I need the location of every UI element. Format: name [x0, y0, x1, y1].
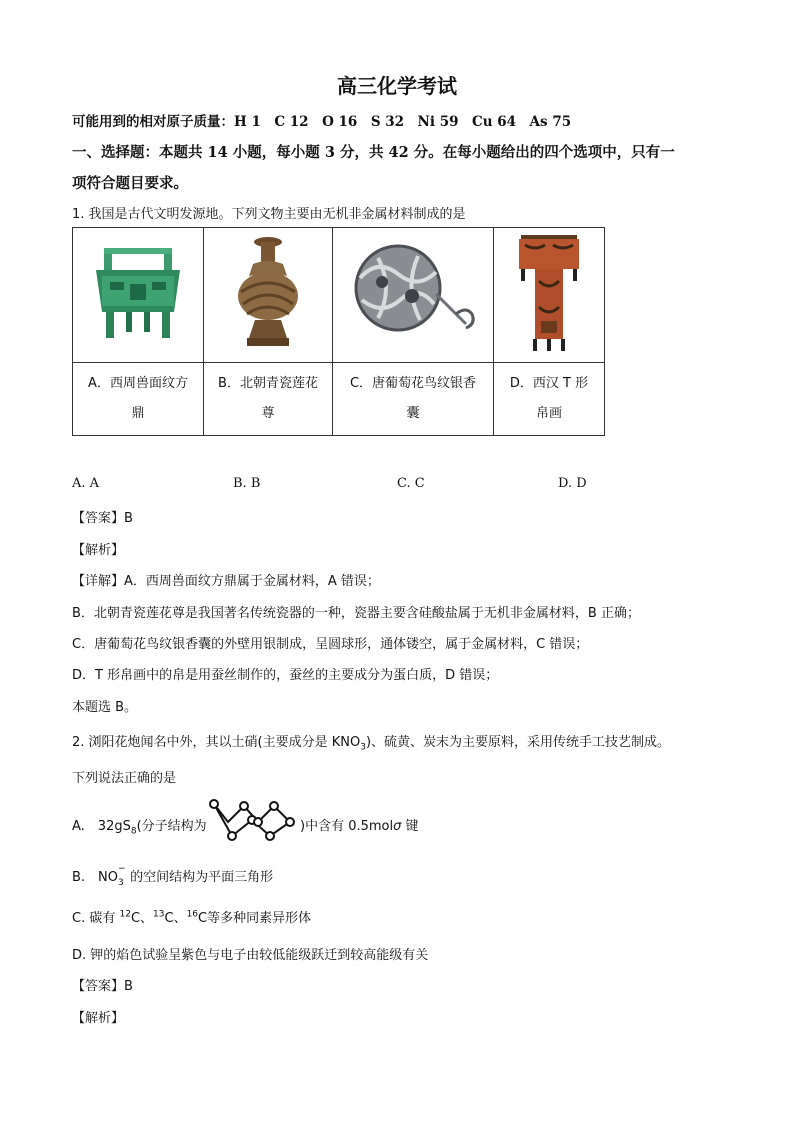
relic-caption-c-line1: C．唐葡萄花鸟纹银香 — [349, 376, 477, 391]
relic-caption-c-line2: 囊 — [406, 406, 420, 421]
q2-option-c-iso1-sym: C — [130, 911, 141, 926]
q2-option-b-prefix: B. NO — [72, 870, 119, 885]
q2-option-b-text: 的空间结构为平面三角形 — [126, 870, 274, 885]
q2-option-b — [72, 863, 274, 888]
relic-caption-c — [333, 363, 494, 436]
silk-painting-icon — [517, 231, 581, 355]
q1-analysis-label: 【解析】 — [72, 543, 125, 558]
q2-option-c-iso3-mass: 16 — [186, 909, 199, 920]
q2-option-a-sub: 8 — [130, 826, 137, 837]
q2-option-c-suffix: 等多种同素异形体 — [207, 911, 312, 926]
q2-option-c-iso3-sym: C — [198, 911, 208, 926]
q2-option-d: D. 钾的焰色试验呈紫色与电子由较低能级跃迁到较高能级有关 — [72, 948, 429, 963]
q2-option-b-ion — [118, 863, 126, 888]
celadon-zun-icon — [233, 234, 303, 352]
relic-caption-a — [73, 363, 204, 436]
q2-stem-part1: 2. 浏阳花炮闻名中外，其以土硝(主要成分是 KNO — [72, 735, 361, 750]
q1-choice-d: D. D — [558, 476, 587, 491]
relic-caption-a-line2: 鼎 — [131, 406, 145, 421]
q2-stem-part2: )、硫黄、炭末为主要原料，采用传统手工技艺制成。 — [365, 735, 671, 750]
q2-stem-line1 — [72, 731, 670, 753]
q2-stem-sub: 3 — [360, 742, 366, 753]
relic-image-cell-b — [204, 228, 333, 363]
relic-caption-b-line1: B．北朝青瓷莲花 — [218, 376, 318, 391]
page-title: 高三化学考试 — [337, 74, 457, 98]
q2-option-b-sup: − — [118, 863, 126, 874]
q2-option-c-iso1-mass: 12 — [119, 909, 131, 920]
q2-option-a-end: 键 — [401, 819, 419, 834]
q2-stem-line2: 下列说法正确的是 — [72, 771, 177, 786]
q2-option-c-iso2-mass: 13 — [153, 909, 165, 920]
q2-option-a-mid: (分子结构为 — [136, 819, 207, 834]
q2-option-a-right — [300, 815, 419, 834]
q2-option-c: C. 碳有 $^{12}$C、$^{13}$C、$^{16}$C等多种同素异形体 — [72, 909, 312, 926]
q1-answer: 【答案】B — [72, 511, 133, 526]
q1-detail-2: B．北朝青瓷莲花尊是我国著名传统瓷器的一种，瓷器主要含硅酸盐属于无机非金属材料，B 正确； — [72, 606, 640, 621]
q2-option-a-suffix: )中含有 0.5mol — [300, 819, 394, 834]
relics-table — [72, 227, 605, 436]
q1-detail-3: C．唐葡萄花鸟纹银香囊的外壁用银制成，呈圆球形，通体镂空，属于金属材料，C 错误； — [72, 637, 589, 652]
relic-caption-b-line2: 尊 — [261, 406, 275, 421]
q1-detail-5: 本题选 B。 — [72, 700, 138, 715]
relic-caption-a-line1: A．西周兽面纹方 — [88, 376, 188, 391]
s8-molecule-icon — [208, 796, 300, 844]
relic-image-cell-c — [333, 228, 494, 363]
q2-option-a-left — [72, 815, 207, 837]
relic-caption-d — [494, 363, 605, 436]
section-heading-line2: 项符合题目要求。 — [72, 175, 188, 192]
q1-choice-b: B. B — [233, 476, 261, 491]
relic-caption-d-line1: D．西汉 T 形 — [509, 376, 589, 391]
relic-caption-b — [204, 363, 333, 436]
q2-option-b-sub: 3 — [118, 877, 124, 888]
q1-choice-a: A. A — [72, 476, 100, 491]
q1-detail-1: 【详解】A．西周兽面纹方鼎属于金属材料，A 错误； — [72, 574, 380, 589]
bronze-ding-icon — [86, 244, 190, 342]
q2-answer: 【答案】B — [72, 979, 133, 994]
atomic-mass-note: 可能用到的相对原子质量：H 1 C 12 O 16 S 32 Ni 59 Cu 64 As 75 — [72, 114, 572, 130]
q1-stem: 1. 我国是古代文明发源地。下列文物主要由无机非金属材料制成的是 — [72, 207, 466, 222]
q1-choice-c: C. C — [397, 476, 425, 491]
q2-option-a-sigma: σ — [393, 819, 402, 834]
q2-option-a-prefix: A. 32gS — [72, 819, 131, 834]
q2-analysis-label: 【解析】 — [72, 1011, 125, 1026]
q2-option-c-iso2-sym: C — [164, 911, 174, 926]
q2-option-c-prefix: C. 碳有 — [72, 911, 120, 926]
silver-sachet-icon — [338, 238, 488, 348]
relic-image-cell-d — [494, 228, 605, 363]
relic-caption-d-line2: 帛画 — [535, 406, 562, 421]
section-heading-line1: 一、选择题：本题共 14 小题，每小题 3 分，共 42 分。在每小题给出的四个选项中，只有一 — [72, 144, 675, 161]
relic-image-cell-a — [73, 228, 204, 363]
q1-detail-4: D．T 形帛画中的帛是用蚕丝制作的，蚕丝的主要成分为蛋白质，D 错误； — [72, 668, 499, 683]
